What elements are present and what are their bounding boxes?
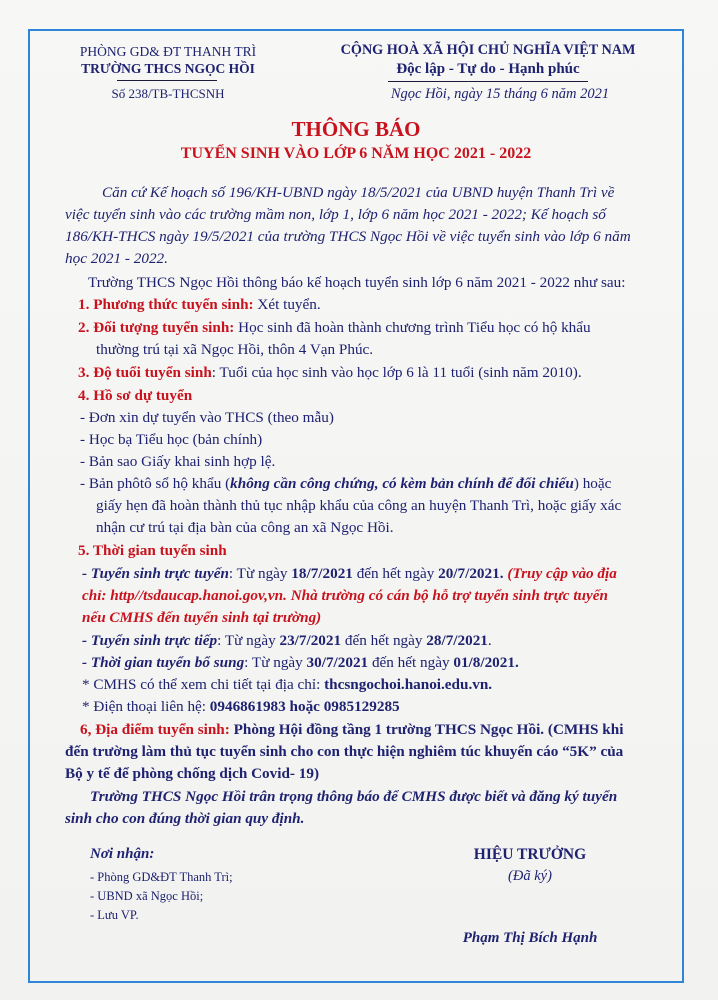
recipient-1: - Phòng GD&ĐT Thanh Trì; bbox=[90, 870, 233, 884]
online-text-a: : Từ ngày bbox=[228, 565, 292, 582]
section-6-label: 6, Địa điểm tuyển sinh: bbox=[80, 721, 230, 738]
section-1-text: Xét tuyển. bbox=[253, 296, 321, 313]
recipient-2: - UBND xã Ngọc Hồi; bbox=[90, 889, 204, 903]
header-right-underline bbox=[388, 81, 588, 82]
basis-line-1: Căn cứ Kế hoạch số 196/KH-UBND ngày 18/5/2021 của UBND huyện Thanh Trì về bbox=[102, 184, 615, 201]
recipients-title: Nơi nhận: bbox=[90, 846, 155, 862]
online-enrollment-line-3: nếu CMHS đến tuyển sinh tại trường) bbox=[82, 609, 322, 626]
section-4-item-4-line-3: nhận cư trú tại địa bàn của công an xã Ngọc Hồi. bbox=[96, 519, 394, 536]
phone-text: * Điện thoại liên hệ: bbox=[82, 698, 210, 715]
extra-date-end: 01/8/2021. bbox=[453, 654, 519, 671]
direct-label: - Tuyển sinh trực tiếp bbox=[82, 632, 218, 649]
supplementary-enrollment bbox=[82, 652, 519, 674]
online-label: - Tuyển sinh trực tuyến bbox=[82, 565, 229, 582]
direct-date-end: 28/7/2021 bbox=[426, 632, 488, 649]
direct-text-b: đến hết ngày bbox=[341, 632, 427, 649]
online-link[interactable]: http//tsdaucap.hanoi.gov,vn. bbox=[110, 587, 287, 604]
section-1 bbox=[78, 294, 321, 316]
signature-role: HIỆU TRƯỞNG bbox=[473, 846, 587, 863]
document-number: Số 238/TB-THCSNH bbox=[111, 86, 225, 101]
online-text-b: đến hết ngày bbox=[352, 565, 439, 582]
section-3 bbox=[78, 362, 582, 384]
basis-line-3: 186/KH-THCS ngày 19/5/2021 của trường THCS Ngọc Hồi về việc tuyển sinh vào lớp 6 năm bbox=[65, 228, 631, 245]
section-4-item-4 bbox=[80, 473, 611, 495]
header-school: TRƯỜNG THCS NGỌC HỒI bbox=[81, 61, 255, 76]
document-title: THÔNG BÁO bbox=[291, 117, 421, 141]
basis-line-4: học 2021 - 2022. bbox=[65, 250, 168, 267]
section-2-text: Học sinh đã hoàn thành chương trình Tiểu học có hộ khẩu bbox=[234, 319, 591, 336]
online-date-start: 18/7/2021 bbox=[291, 565, 353, 582]
direct-text-c: . bbox=[487, 632, 492, 649]
online-enrollment-line-1 bbox=[82, 563, 617, 585]
header-country: CỘNG HOÀ XÃ HỘI CHỦ NGHĨA VIỆT NAM bbox=[340, 42, 636, 58]
direct-text-a: : Từ ngày bbox=[217, 632, 280, 649]
extra-date-start: 30/7/2021 bbox=[306, 654, 369, 671]
online-text-c: (Truy cập vào địa bbox=[503, 565, 617, 582]
section-3-text: : Tuổi của học sinh vào học lớp 6 là 11 tuổi (sinh năm 2010). bbox=[211, 364, 582, 381]
direct-enrollment bbox=[82, 630, 492, 652]
header-department: PHÒNG GD& ĐT THANH TRÌ bbox=[79, 44, 257, 59]
closing-line-2: sinh cho con đúng thời gian quy định. bbox=[65, 810, 305, 827]
online-address-prefix: chỉ: bbox=[82, 587, 111, 604]
extra-label: - Thời gian tuyển bổ sung bbox=[82, 654, 245, 671]
document-subtitle: TUYỂN SINH VÀO LỚP 6 NĂM HỌC 2021 - 2022 bbox=[180, 145, 532, 162]
section-4-label: 4. Hồ sơ dự tuyển bbox=[78, 387, 193, 404]
extra-text-b: đến hết ngày bbox=[368, 654, 454, 671]
section-2-label: 2. Đối tượng tuyển sinh: bbox=[78, 319, 235, 336]
phone-numbers: 0946861983 hoặc 0985129285 bbox=[209, 698, 400, 715]
item-4-text-a: - Bản phôtô sổ hộ khẩu ( bbox=[80, 475, 231, 492]
section-6 bbox=[80, 719, 623, 741]
section-4-item-3: - Bản sao Giấy khai sinh hợp lệ. bbox=[80, 453, 276, 470]
details-website bbox=[82, 674, 492, 696]
item-4-text-c: ) hoặc bbox=[573, 475, 612, 492]
online-enrollment-line-2 bbox=[82, 585, 608, 607]
recipient-3: - Lưu VP. bbox=[90, 908, 139, 922]
announce-line: Trường THCS Ngọc Hồi thông báo kế hoạch tuyển sinh lớp 6 năm 2021 - 2022 như sau: bbox=[88, 274, 626, 291]
signature-status: (Đã ký) bbox=[508, 868, 552, 884]
section-5-label: 5. Thời gian tuyển sinh bbox=[78, 542, 227, 559]
details-text: * CMHS có thể xem chi tiết tại địa chỉ: bbox=[82, 676, 325, 693]
section-4-item-4-line-2: giấy hẹn đã hoàn thành thủ tục nhập khẩu của công an huyện Thanh Trì, hoặc giấy xác bbox=[96, 497, 622, 514]
header-motto: Độc lập - Tự do - Hạnh phúc bbox=[396, 61, 580, 77]
closing-line-1: Trường THCS Ngọc Hồi trân trọng thông báo để CMHS được biết và đăng ký tuyển bbox=[90, 788, 618, 805]
section-4-item-2: - Học bạ Tiểu học (bản chính) bbox=[80, 431, 263, 448]
section-6-text: Phòng Hội đồng tầng 1 trường THCS Ngọc Hồi. (CMHS khi bbox=[229, 721, 624, 738]
section-6-text-2: đến trường làm thủ tục tuyển sinh cho con thực hiện nghiêm túc khuyến cáo “5K” của bbox=[65, 743, 624, 760]
contact-phone bbox=[82, 696, 400, 718]
details-site-link[interactable]: thcsngochoi.hanoi.edu.vn. bbox=[324, 676, 493, 693]
direct-date-start: 23/7/2021 bbox=[279, 632, 342, 649]
signer-name: Phạm Thị Bích Hạnh bbox=[462, 930, 598, 946]
online-support-text: Nhà trường có cán bộ hỗ trợ tuyển sinh trực tuyến bbox=[286, 587, 608, 604]
section-1-label: 1. Phương thức tuyển sinh: bbox=[78, 296, 254, 313]
section-2 bbox=[78, 317, 591, 339]
item-4-emphasis: không cần công chứng, có kèm bản chính để đối chiếu bbox=[230, 475, 574, 492]
extra-text-a: : Từ ngày bbox=[244, 654, 307, 671]
section-3-label: 3. Độ tuổi tuyển sinh bbox=[78, 364, 212, 381]
document-date: Ngọc Hồi, ngày 15 tháng 6 năm 2021 bbox=[390, 86, 610, 102]
section-2-text-2: thường trú tại xã Ngọc Hồi, thôn 4 Vạn Phúc. bbox=[96, 341, 374, 358]
section-4-item-1: - Đơn xin dự tuyển vào THCS (theo mẫu) bbox=[80, 409, 334, 426]
section-6-text-3: Bộ y tế để phòng chống dịch Covid- 19) bbox=[65, 765, 320, 782]
header-left-underline bbox=[117, 80, 217, 81]
online-date-end: 20/7/2021. bbox=[438, 565, 504, 582]
basis-line-2: việc tuyển sinh vào các trường mầm non, lớp 1, lớp 6 năm học 2021 - 2022; Kế hoạch số bbox=[65, 206, 606, 223]
